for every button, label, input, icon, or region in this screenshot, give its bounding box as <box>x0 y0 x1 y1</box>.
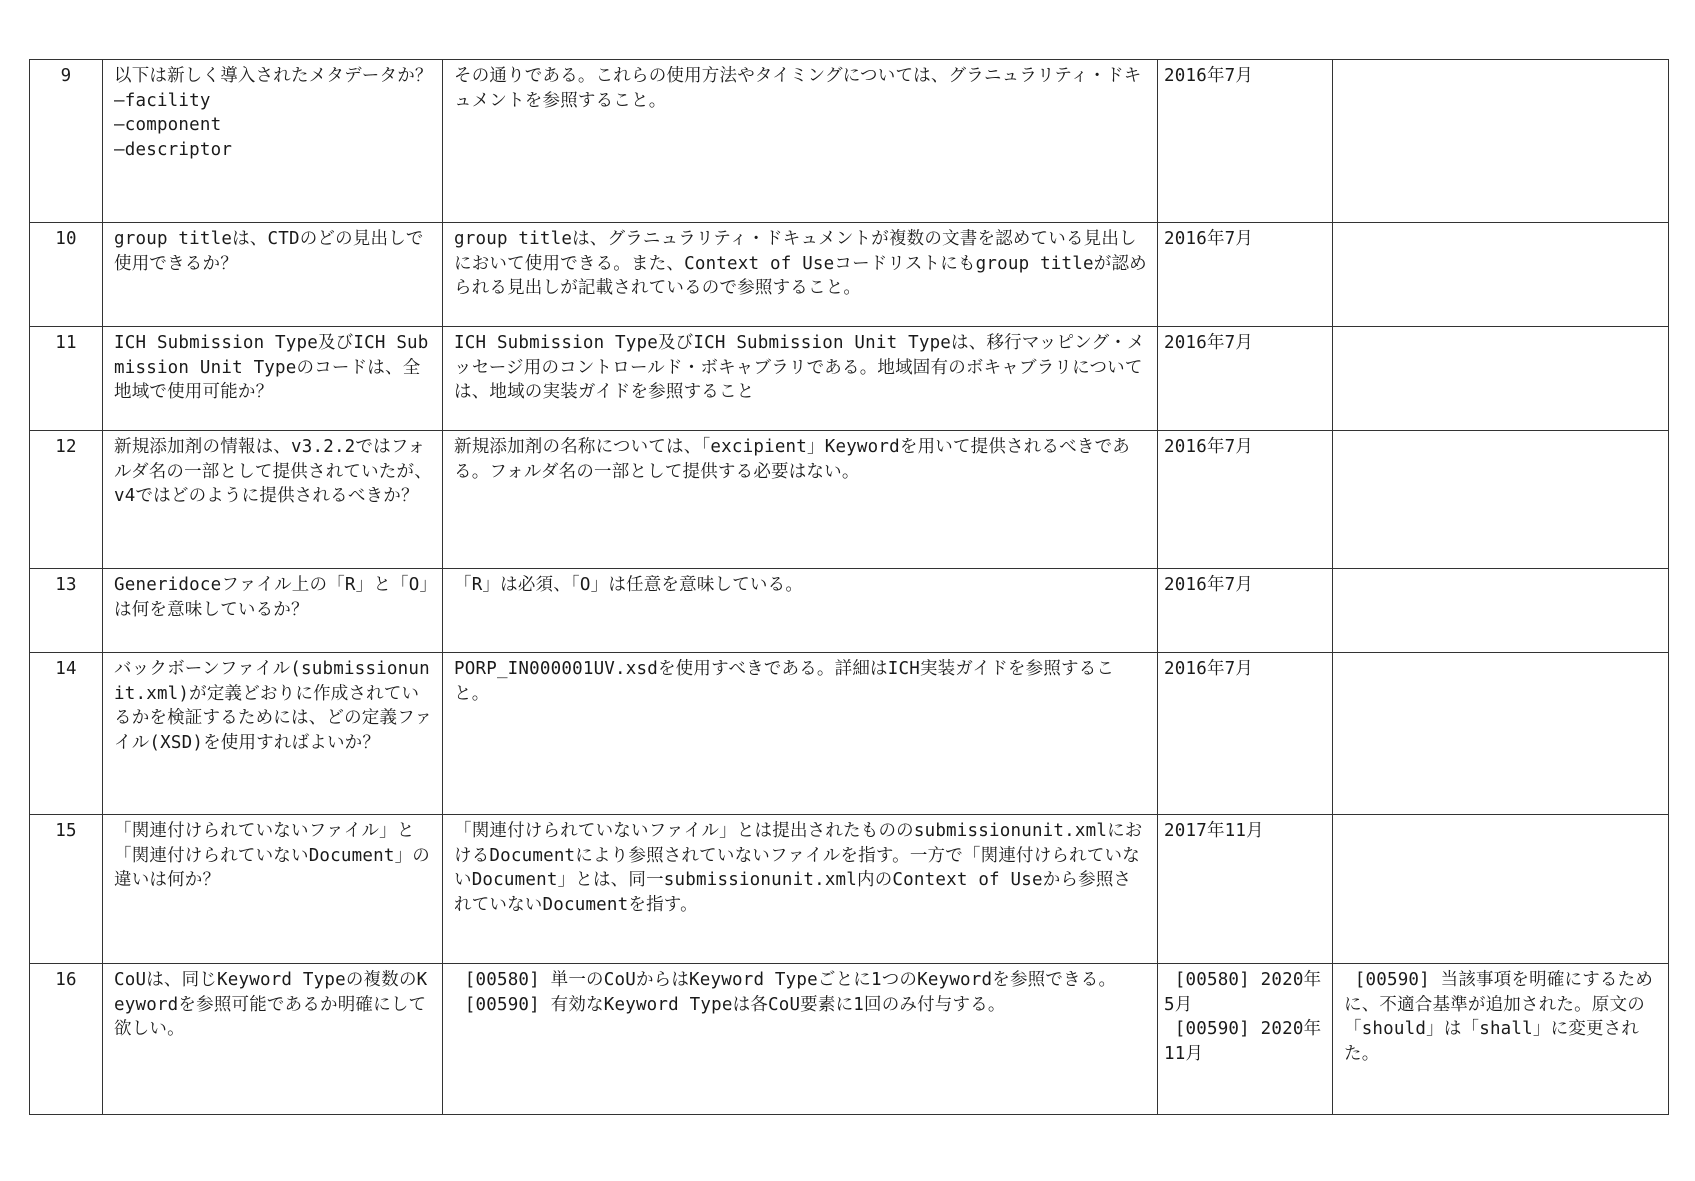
cell-answer <box>443 431 1158 569</box>
cell-question-line: —descriptor <box>114 139 233 160</box>
cell-question <box>103 815 443 964</box>
cell-question <box>103 223 443 327</box>
cell-question-line: 「関連付けられていないファイル」と「関連付けられていないDocument」の違いは何か？ <box>114 821 430 891</box>
cell-date <box>1158 431 1333 569</box>
cell-date <box>1158 815 1333 964</box>
cell-answer-line: [00580] 単一のCoUからはKeyword Typeごとに1つのKeywordを参照できる。 <box>454 970 1117 990</box>
cell-remarks <box>1333 327 1669 431</box>
cell-date-line: 2016年7月 <box>1164 66 1254 86</box>
cell-answer <box>443 327 1158 431</box>
cell-remarks <box>1333 653 1669 815</box>
cell-answer <box>443 653 1158 815</box>
cell-answer-line: 「関連付けられていないファイル」とは提出されたもののsubmissionunit.xmlにおけるDocumentにより参照されていないファイルを指す。一方で「関連付けられていないDocument」とは、同一submissionunit.xml内のContext of Useから参照されていないDocumentを指す。 <box>454 821 1143 915</box>
cell-date-line: 2016年7月 <box>1164 333 1254 353</box>
cell-date <box>1158 223 1333 327</box>
cell-question-line: —facility <box>114 90 211 111</box>
cell-answer <box>443 60 1158 223</box>
cell-answer <box>443 964 1158 1115</box>
cell-remarks <box>1333 964 1669 1115</box>
cell-answer-line: ICH Submission Type及びICH Submission Unit Typeは、移行マッピング・メッセージ用のコントロールド・ボキャブラリである。地域固有のボキャブラリについては、地域の実装ガイドを参照すること <box>454 333 1145 403</box>
qa-table <box>29 59 1669 1115</box>
cell-answer-line: その通りである。これらの使用方法やタイミングについては、グラニュラリティ・ドキュメントを参照すること。 <box>454 66 1142 111</box>
cell-question-line: 以下は新しく導入されたメタデータか？ <box>114 66 433 86</box>
table-row <box>30 60 1669 223</box>
cell-answer-line: PORP_IN000001UV.xsdを使用すべきである。詳細はICH実装ガイドを参照すること。 <box>454 659 1115 704</box>
cell-question-line: group titleは、CTDのどの見出しで使用できるか？ <box>114 229 424 274</box>
table-row <box>30 653 1669 815</box>
table-row <box>30 327 1669 431</box>
cell-answer-line: 「R」は必須、「O」は任意を意味している。 <box>454 575 804 595</box>
cell-date-line: 2016年7月 <box>1164 229 1254 249</box>
cell-date-line: 2016年7月 <box>1164 437 1254 457</box>
table-row <box>30 223 1669 327</box>
cell-question-line: Generidoceファイル上の「R」と「O」は何を意味しているか？ <box>114 575 429 620</box>
table-row <box>30 964 1669 1115</box>
cell-date <box>1158 653 1333 815</box>
cell-question <box>103 964 443 1115</box>
cell-answer-line: 新規添加剤の名称については、「excipient」Keywordを用いて提供されるべきである。フォルダ名の一部として提供する必要はない。 <box>454 437 1130 482</box>
cell-date-line: [00580] 2020年5月 <box>1164 970 1322 1015</box>
cell-question-line: ICH Submission Type及びICH Submission Unit Typeのコードは、全地域で使用可能か？ <box>114 333 429 403</box>
cell-date <box>1158 60 1333 223</box>
cell-question <box>103 653 443 815</box>
cell-number: 9 <box>30 60 103 223</box>
table-row <box>30 431 1669 569</box>
cell-question <box>103 569 443 653</box>
cell-remarks <box>1333 223 1669 327</box>
cell-date-line: [00590] 2020年11月 <box>1164 1019 1322 1064</box>
cell-remarks <box>1333 569 1669 653</box>
cell-date <box>1158 327 1333 431</box>
cell-question-line: バックボーンファイル(submissionunit.xml)が定義どおりに作成されているかを検証するためには、どの定義ファイル(XSD)を使用すればよいか？ <box>114 659 433 753</box>
cell-answer-line: [00590] 有効なKeyword Typeは各CoU要素に1回のみ付与する。 <box>454 994 1006 1015</box>
cell-number: 15 <box>30 815 103 964</box>
cell-date-line: 2016年7月 <box>1164 575 1254 595</box>
cell-answer <box>443 223 1158 327</box>
cell-remarks <box>1333 431 1669 569</box>
cell-remarks-line: [00590] 当該事項を明確にするために、不適合基準が追加された。原文の「should」は「shall」に変更された。 <box>1344 970 1654 1064</box>
cell-answer-line: group titleは、グラニュラリティ・ドキュメントが複数の文書を認めている見出しにおいて使用できる。また、Context of Useコードリストにもgroup titleが認められる見出しが記載されているので参照すること。 <box>454 229 1147 299</box>
cell-remarks <box>1333 815 1669 964</box>
cell-number: 12 <box>30 431 103 569</box>
cell-question-line: CoUは、同じKeyword Typeの複数のKeywordを参照可能であるか明確にして欲しい。 <box>114 970 428 1040</box>
cell-question-line: —component <box>114 115 222 136</box>
cell-date-line: 2016年7月 <box>1164 659 1254 679</box>
table-row <box>30 815 1669 964</box>
qa-table-body <box>30 60 1669 1115</box>
cell-number: 14 <box>30 653 103 815</box>
cell-date <box>1158 569 1333 653</box>
cell-question <box>103 327 443 431</box>
cell-date <box>1158 964 1333 1115</box>
cell-number: 13 <box>30 569 103 653</box>
cell-remarks <box>1333 60 1669 223</box>
cell-question-line: 新規添加剤の情報は、v3.2.2ではフォルダ名の一部として提供されていたが、v4ではどのように提供されるべきか？ <box>114 437 432 507</box>
cell-answer <box>443 815 1158 964</box>
cell-date-line: 2017年11月 <box>1164 821 1264 841</box>
cell-question <box>103 60 443 223</box>
cell-number: 16 <box>30 964 103 1115</box>
cell-number: 11 <box>30 327 103 431</box>
table-row <box>30 569 1669 653</box>
cell-question <box>103 431 443 569</box>
cell-number: 10 <box>30 223 103 327</box>
cell-answer <box>443 569 1158 653</box>
